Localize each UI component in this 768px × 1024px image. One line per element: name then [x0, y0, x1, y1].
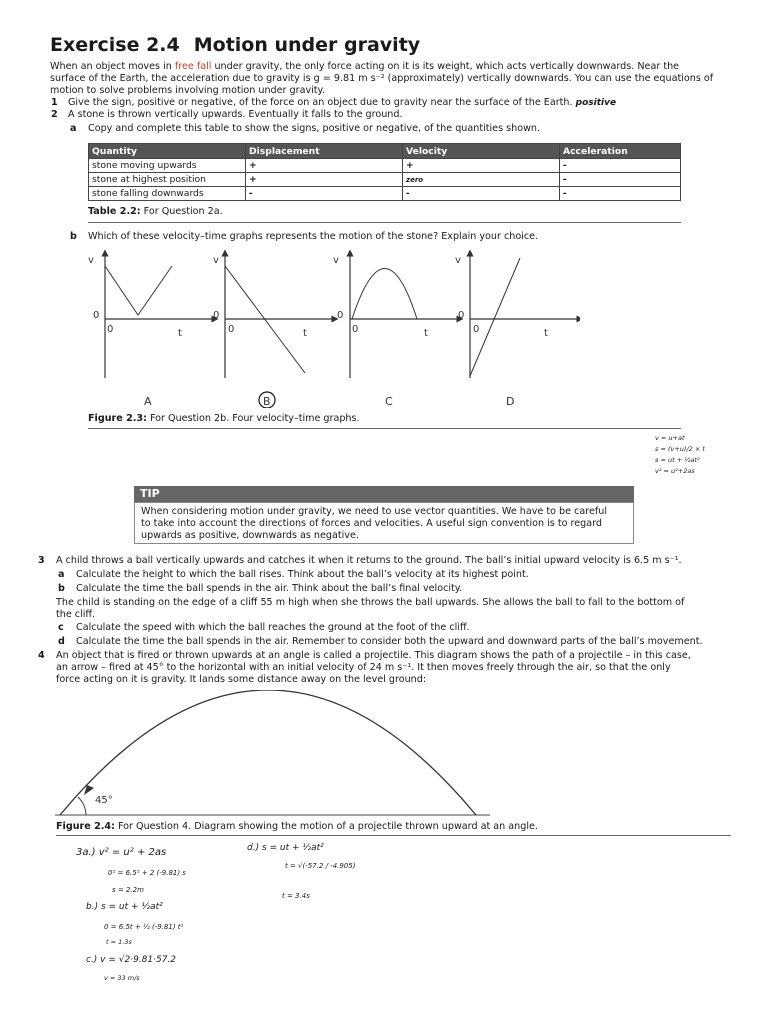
- page-title: [50, 34, 420, 56]
- question-4: 4 An object that is fired or thrown upwards at an angle is called a projectile. This diagram shows the path of a projectile – in this case, an arrow – fired at 45° to the horizontal with an initial velocity of 24 m s⁻¹. It then moves freely through the air, so that the only force acting on it is gravity. It lands some distance away on the level ground:: [38, 650, 691, 685]
- origin-label: 0: [228, 324, 235, 335]
- handwritten-work: 0 = 6.5t + ½ (-9.81) t²: [104, 923, 184, 931]
- origin-label: 0: [473, 324, 480, 335]
- handwritten-work: 3a.) v² = u² + 2as: [76, 847, 167, 858]
- handwritten-cell: -: [560, 173, 681, 187]
- question-text: Copy and complete this table to show the signs, positive or negative, of the quantities shown.: [88, 123, 541, 134]
- graph-a: [105, 253, 215, 378]
- graph-letter-c: C: [385, 395, 393, 408]
- figure-2-3-caption: Figure 2.3: For Question 2b. Four velocity–time graphs.: [88, 413, 360, 424]
- projectile-path: [60, 690, 476, 815]
- exercise-number: Exercise 2.4: [50, 34, 180, 56]
- v-axis-label: v: [88, 255, 94, 266]
- tip-heading: TIP: [134, 486, 634, 502]
- table-header-row: [89, 144, 681, 159]
- handwritten-work: c.) v = √2·9.81·57.2: [86, 955, 177, 965]
- question-3-cliff-text: The child is standing on the edge of a cliff 55 m high when she throws the ball upwards. She allows the ball to fall to the bottom of the cliff.: [56, 597, 685, 620]
- graph-letter-a: A: [144, 395, 152, 408]
- part-label: b: [70, 231, 77, 242]
- column-header: Displacement: [246, 144, 403, 159]
- handwritten-work: s = 2.2m: [112, 886, 144, 894]
- handwritten-work: d.) s = ut + ½at²: [247, 843, 324, 853]
- handwritten-equations: v = u+at s = (v+u)/2 × t s = ut + ½at² v² = u²+2as: [655, 434, 705, 475]
- handwritten-cell: -: [560, 187, 681, 201]
- question-text: A child throws a ball vertically upwards and catches it when it returns to the ground. The ball’s initial upward velocity is 6.5 m s⁻¹.: [56, 555, 682, 566]
- table-row: [89, 173, 681, 187]
- part-label: d: [58, 636, 65, 647]
- handwritten-cell: +: [403, 159, 560, 173]
- divider: [88, 428, 681, 429]
- exercise-name: Motion under gravity: [193, 34, 421, 56]
- question-3d: d Calculate the time the ball spends in the air. Remember to consider both the upward and downward parts of the ball’s movement.: [58, 636, 703, 647]
- handwritten-work: v = 33 m/s: [104, 974, 140, 982]
- question-2a: [70, 123, 728, 135]
- question-text: A stone is thrown vertically upwards. Eventually it falls to the ground.: [68, 109, 403, 120]
- column-header: Quantity: [89, 144, 246, 159]
- v-axis-label: v: [333, 255, 339, 266]
- question-1: [51, 97, 728, 109]
- graph-b: [225, 253, 335, 378]
- handwritten-work: b.) s = ut + ½at²: [86, 902, 163, 912]
- origin-label: 0: [107, 324, 114, 335]
- question-text: Which of these velocity–time graphs represents the motion of the stone? Explain your choice.: [88, 231, 539, 242]
- divider: [56, 835, 731, 836]
- t-axis-label: t: [303, 328, 307, 339]
- table-cell: stone at highest position: [89, 173, 246, 187]
- t-axis-label: t: [544, 328, 548, 339]
- handwritten-cell: -: [246, 187, 403, 201]
- handwritten-work: t = 3.4s: [282, 892, 310, 900]
- origin-label: 0: [458, 310, 465, 321]
- velocity-time-graphs: [80, 248, 580, 408]
- angle-arc: [78, 797, 86, 815]
- question-3c: c Calculate the speed with which the ball reaches the ground at the foot of the cliff.: [58, 622, 470, 633]
- handwritten-work: 0² = 6.5² + 2 (-9.81) s: [108, 869, 186, 877]
- projectile-diagram: [50, 690, 490, 818]
- part-label: c: [58, 622, 64, 633]
- graph-d: [470, 253, 580, 378]
- table-cell: stone moving upwards: [89, 159, 246, 173]
- signs-table: [88, 143, 681, 201]
- divider: [88, 222, 681, 223]
- table-row: [89, 159, 681, 173]
- part-label: a: [58, 569, 65, 580]
- graph-letter-b: B: [263, 395, 271, 408]
- handwritten-work: t = 1.3s: [106, 938, 132, 946]
- handwritten-work: t = √(-57.2 / -4.905): [285, 862, 356, 870]
- question-number: 3: [38, 555, 45, 566]
- handwritten-cell: -: [403, 187, 560, 201]
- question-number: 2: [51, 109, 58, 120]
- origin-label: 0: [352, 324, 359, 335]
- question-3a: a Calculate the height to which the ball rises. Think about the ball’s velocity at its highest point.: [58, 569, 529, 580]
- table-cell: stone falling downwards: [89, 187, 246, 201]
- handwritten-cell: zero: [403, 173, 560, 187]
- question-number: 4: [38, 650, 45, 661]
- question-3b: b Calculate the time the ball spends in the air. Think about the ball’s final velocity.: [58, 583, 463, 594]
- column-header: Velocity: [403, 144, 560, 159]
- t-axis-label: t: [424, 328, 428, 339]
- tip-body: When considering motion under gravity, we need to use vector quantities. We have to be careful to take into account the directions of forces and velocities. A useful sign convention is to regard upwards as positive, downwards as negative.: [134, 502, 634, 544]
- question-2: [51, 109, 728, 121]
- origin-label: 0: [213, 310, 220, 321]
- question-number: 1: [51, 97, 58, 108]
- handwritten-cell: +: [246, 173, 403, 187]
- handwritten-cell: +: [246, 159, 403, 173]
- handwritten-answer: positive: [575, 98, 617, 108]
- part-label: b: [58, 583, 65, 594]
- intro-paragraph: When an object moves in free fall under gravity, the only force acting on it is its weight, which acts vertically downwards. Near the surface of the Earth, the acceleration due to gravity is g = 9.81 m s⁻² (approximately) vertically downwards. You can use the equations of motion to solve problems involving motion under gravity.: [50, 61, 714, 96]
- column-header: Acceleration: [560, 144, 681, 159]
- graph-c: [350, 253, 460, 378]
- question-3: [38, 555, 736, 567]
- origin-label: 0: [93, 310, 100, 321]
- part-label: a: [70, 123, 77, 134]
- origin-label: 0: [337, 310, 344, 321]
- free-fall-term: free fall: [174, 61, 212, 72]
- figure-2-4-caption: Figure 2.4: For Question 4. Diagram showing the motion of a projectile thrown upward at an angle.: [56, 821, 538, 832]
- question-text: Give the sign, positive or negative, of the force on an object due to gravity near the surface of the Earth.: [68, 97, 573, 108]
- table-caption: Table 2.2: For Question 2a.: [88, 206, 223, 217]
- table-row: [89, 187, 681, 201]
- v-axis-label: v: [213, 255, 219, 266]
- question-2b: [70, 231, 728, 243]
- angle-label: 45°: [95, 795, 113, 806]
- handwritten-cell: -: [560, 159, 681, 173]
- t-axis-label: t: [178, 328, 182, 339]
- graph-letter-d: D: [506, 395, 515, 408]
- v-axis-label: v: [455, 255, 461, 266]
